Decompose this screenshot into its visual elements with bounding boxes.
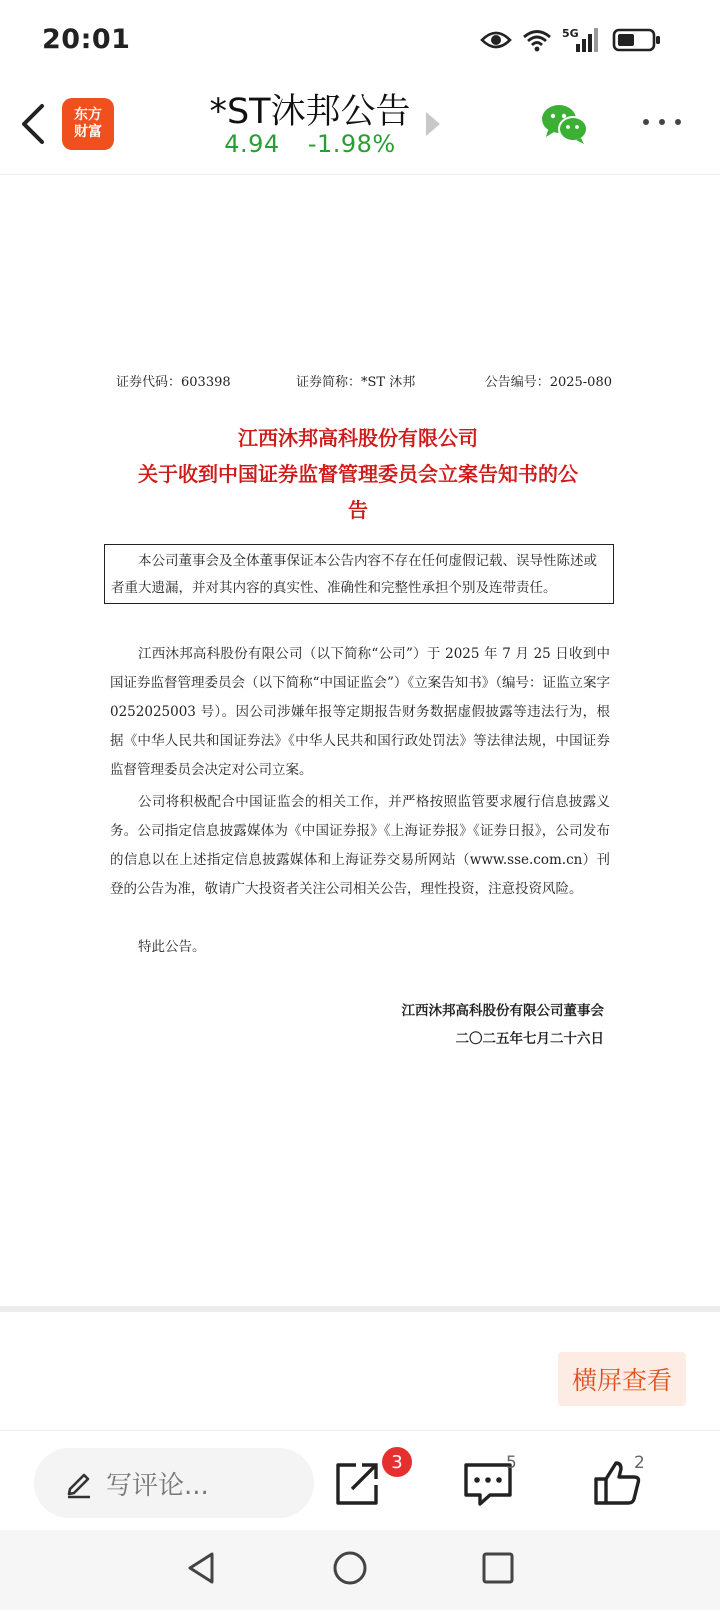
comment-input[interactable] — [34, 1448, 314, 1518]
stock-short-name: 证券简称：*ST 沐邦 — [296, 375, 416, 390]
notice-number: 公告编号：2025-080 — [484, 375, 612, 390]
page-title: *ST沐邦公告 — [209, 92, 411, 132]
comment-count: 5 — [506, 1453, 517, 1473]
more-icon — [638, 104, 686, 140]
stock-change: -1.98% — [307, 130, 396, 158]
like-count: 2 — [634, 1453, 645, 1473]
svg-text:5G: 5G — [562, 27, 579, 40]
title-line-3: 告 — [348, 498, 368, 522]
comment-placeholder: 写评论... — [106, 1470, 209, 1501]
announcement-document[interactable] — [0, 175, 720, 1275]
stock-quote — [190, 130, 430, 158]
eye-icon — [480, 29, 512, 51]
system-nav-bar — [0, 1530, 720, 1610]
disclaimer-box: 本公司董事会及全体董事保证本公告内容不存在任何虚假记载、误导性陈述或者重大遗漏，并对其内容的真实性、准确性和完整性承担个别及连带责任。 — [104, 544, 614, 604]
share-button[interactable] — [330, 1455, 386, 1511]
stock-code: 证券代码：603398 — [116, 375, 231, 390]
body-paragraph-3: 特此公告。 — [138, 939, 206, 955]
section-divider — [0, 1306, 720, 1312]
wechat-icon — [540, 102, 590, 146]
body-paragraph-1: 江西沐邦高科股份有限公司（以下简称“公司”）于 2025 年 7 月 25 日收到中国证券监督管理委员会（以下简称“中国证监会”）《立案告知书》（编号：证监立案字 0252025003 号）。因公司涉嫌年报等定期报告财务数据虚假披露等违法行为，根据《中华人民共和国证券法》《中华人民共和国行政处罚法》等法律法规，中国证券监督管理委员会决定对公司立案。 — [110, 646, 610, 778]
stock-price: 4.94 — [224, 130, 280, 158]
bottom-toolbar — [0, 1430, 720, 1530]
status-icons — [480, 26, 662, 54]
home-circle-icon[interactable] — [330, 1548, 370, 1588]
signature-date: 二〇二五年七月二十六日 — [455, 1031, 604, 1047]
nav-bar — [0, 80, 720, 175]
status-bar — [0, 0, 720, 80]
app-logo[interactable] — [62, 98, 114, 150]
signature-org: 江西沐邦高科股份有限公司董事会 — [401, 1003, 604, 1019]
status-time: 20:01 — [42, 24, 131, 55]
document-meta — [116, 371, 612, 391]
title-line-1: 江西沐邦高科股份有限公司 — [238, 426, 478, 450]
chevron-left-icon — [14, 100, 54, 148]
back-triangle-icon[interactable] — [182, 1548, 222, 1588]
back-button[interactable] — [14, 100, 54, 148]
battery-icon — [612, 27, 662, 53]
more-button[interactable] — [638, 104, 686, 140]
5g-signal-icon — [562, 26, 602, 54]
logo-line-2: 财富 — [74, 124, 102, 140]
wechat-share-button[interactable] — [540, 102, 590, 146]
landscape-view-button[interactable]: 横屏查看 — [558, 1352, 686, 1406]
share-icon — [330, 1455, 386, 1511]
document-title — [110, 420, 606, 528]
recents-square-icon[interactable] — [478, 1548, 518, 1588]
pen-icon — [64, 1467, 94, 1499]
body-paragraph-2: 公司将积极配合中国证监会的相关工作，并严格按照监管要求履行信息披露义务。公司指定信息披露媒体为《中国证券报》《上海证券报》《证券日报》，公司发布的信息以在上述指定信息披露媒体和上海证券交易所网站（www.sse.com.cn）刊登的公告为准，敬请广大投资者关注公司相关公告，理性投资，注意投资风险。 — [110, 794, 610, 897]
triangle-right-icon[interactable] — [426, 112, 440, 136]
title-line-2: 关于收到中国证券监督管理委员会立案告知书的公 — [138, 462, 578, 486]
share-badge: 3 — [382, 1447, 412, 1477]
logo-line-1: 东方 — [74, 107, 102, 123]
wifi-icon — [522, 28, 552, 52]
